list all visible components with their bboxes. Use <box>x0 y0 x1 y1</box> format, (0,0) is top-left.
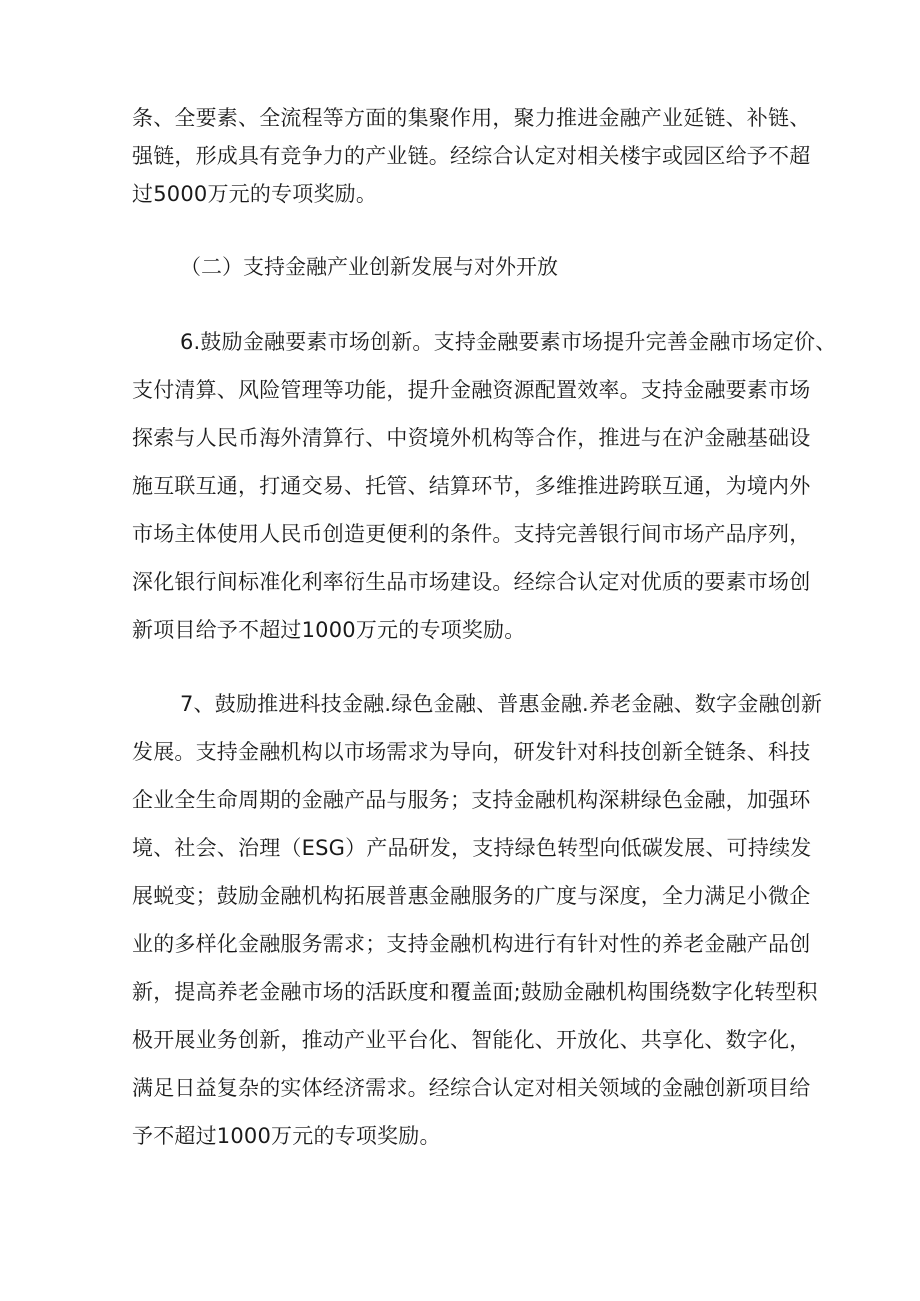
paragraph-line: 过5000万元的专项奖励。 <box>132 182 378 206</box>
paragraph-line: 新项目给予不超过1000万元的专项奖励。 <box>132 618 526 642</box>
paragraph-line: 7、鼓励推进科技金融.绿色金融、普惠金融.养老金融、数字金融创新 <box>180 692 823 716</box>
paragraph-line: 予不超过1000万元的专项奖励。 <box>132 1124 441 1148</box>
paragraph-line: 新，提高养老金融市场的活跃度和覆盖面;鼓励金融机构围绕数字化转型积 <box>132 980 818 1004</box>
paragraph-line: 市场主体使用人民币创造更便利的条件。支持完善银行间市场产品序列， <box>132 522 811 546</box>
paragraph-line: 极开展业务创新，推动产业平台化、智能化、开放化、共享化、数字化， <box>132 1028 811 1052</box>
paragraph-line: 探索与人民币海外清算行、中资境外机构等合作，推进与在沪金融基础设 <box>132 426 811 450</box>
paragraph-line: 支付清算、风险管理等功能，提升金融资源配置效率。支持金融要素市场 <box>132 378 811 402</box>
paragraph-line: 满足日益复杂的实体经济需求。经综合认定对相关领域的金融创新项目给 <box>132 1076 811 1100</box>
paragraph-line: 企业全生命周期的金融产品与服务；支持金融机构深耕绿色金融，加强环 <box>132 788 811 812</box>
paragraph-line: 施互联互通，打通交易、托管、结算环节，多维推进跨联互通，为境内外 <box>132 474 811 498</box>
paragraph-line: 深化银行间标准化利率衍生品市场建设。经综合认定对优质的要素市场创 <box>132 570 811 594</box>
paragraph-line: 业的多样化金融服务需求；支持金融机构进行有针对性的养老金融产品创 <box>132 932 811 956</box>
paragraph-line: 发展。支持金融机构以市场需求为导向，研发针对科技创新全链条、科技 <box>132 740 811 764</box>
paragraph-line: 6.鼓励金融要素市场创新。支持金融要素市场提升完善金融市场定价、 <box>180 330 837 354</box>
paragraph-line: 条、全要素、全流程等方面的集聚作用，聚力推进金融产业延链、补链、 <box>132 106 811 130</box>
paragraph-line: 展蜕变；鼓励金融机构拓展普惠金融服务的广度与深度，全力满足小微企 <box>132 884 811 908</box>
paragraph-line: 境、社会、治理（ESG）产品研发，支持绿色转型向低碳发展、可持续发 <box>132 836 812 860</box>
section-heading: （二）支持金融产业创新发展与对外开放 <box>180 255 558 279</box>
paragraph-line: 强链，形成具有竞争力的产业链。经综合认定对相关楼宇或园区给予不超 <box>132 144 811 168</box>
